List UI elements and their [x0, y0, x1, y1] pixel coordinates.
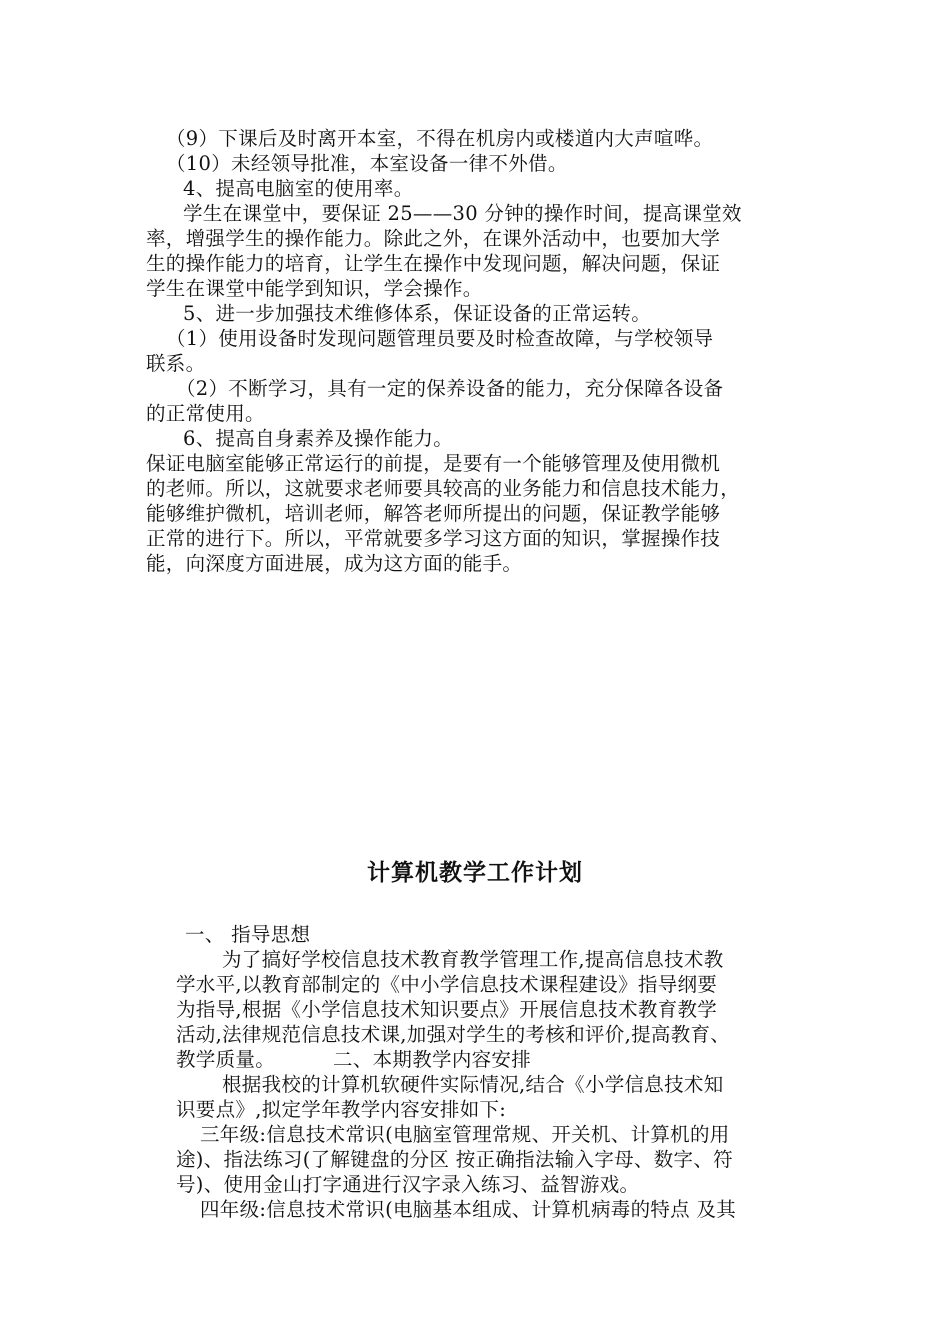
document-title: 计算机教学工作计划 — [367, 860, 583, 886]
heading-5: 5、进一步加强技术维修体系，保证设备的正常运转。 — [183, 302, 652, 325]
paragraph-line: 途)、指法练习(了解键盘的分区 按正确指法输入字母、数字、符 — [176, 1148, 733, 1171]
section-heading-2: 二、本期教学内容安排 — [333, 1048, 532, 1071]
paragraph-line: 号)、使用金山打字通进行汉字录入练习、益智游戏。 — [176, 1173, 640, 1196]
heading-4: 4、提高电脑室的使用率。 — [183, 177, 414, 200]
rule-10-line: （10）未经领导批准，本室设备一律不外借。 — [166, 152, 568, 175]
rule-9-line: （9）下课后及时离开本室，不得在机房内或楼道内大声喧哗。 — [166, 127, 714, 150]
paragraph-line: 率，增强学生的操作能力。除此之外，在课外活动中，也要加大学 — [146, 227, 721, 250]
paragraph-line: 的老师。所以，这就要求老师要具较高的业务能力和信息技术能力， — [146, 477, 741, 500]
paragraph-line: 识要点》,拟定学年教学内容安排如下: — [176, 1098, 507, 1121]
grade-3-line: 三年级:信息技术常识(电脑室管理常规、开关机、计算机的用 — [200, 1123, 730, 1146]
paragraph-line: 能够维护微机，培训老师，解答老师所提出的问题，保证教学能够 — [146, 502, 721, 525]
paragraph-end: 教学质量。 — [176, 1048, 276, 1071]
paragraph-line — [176, 1047, 836, 1072]
paragraph-line: 活动,法律规范信息技术课,加强对学生的考核和评价,提高教育、 — [176, 1023, 731, 1046]
paragraph-line: 学水平,以教育部制定的《中小学信息技术课程建设》指导纲要 — [176, 973, 718, 996]
paragraph-line: （1）使用设备时发现问题管理员要及时检查故障，与学校领导 — [166, 327, 714, 350]
paragraph-line: 能，向深度方面进展，成为这方面的能手。 — [146, 552, 523, 575]
paragraph-line: 学生在课堂中，要保证 25——30 分钟的操作时间，提高课堂效 — [183, 202, 742, 225]
heading-6: 6、提高自身素养及操作能力。 — [183, 427, 454, 450]
paragraph-line: 联系。 — [146, 352, 206, 375]
paragraph-line: 为了搞好学校信息技术教育教学管理工作,提高信息技术教 — [222, 948, 724, 971]
grade-4-line: 四年级:信息技术常识(电脑基本组成、计算机病毒的特点 及其 — [200, 1198, 737, 1221]
section-heading-1: 一、 指导思想 — [185, 923, 311, 946]
paragraph-line: 保证电脑室能够正常运行的前提，是要有一个能够管理及使用微机 — [146, 452, 721, 475]
paragraph-line: 的正常使用。 — [146, 402, 265, 425]
paragraph-line: （2）不断学习，具有一定的保养设备的能力，充分保障各设备 — [176, 377, 724, 400]
paragraph-line: 生的操作能力的培育，让学生在操作中发现问题，解决问题，保证 — [146, 252, 721, 275]
paragraph-line: 学生在课堂中能学到知识，学会操作。 — [146, 277, 483, 300]
paragraph-line: 根据我校的计算机软硬件实际情况,结合《小学信息技术知 — [222, 1073, 724, 1096]
paragraph-line: 正常的进行下。所以，平常就要多学习这方面的知识，掌握操作技 — [146, 527, 721, 550]
paragraph-line: 为指导,根据《小学信息技术知识要点》开展信息技术教育教学 — [176, 998, 718, 1021]
